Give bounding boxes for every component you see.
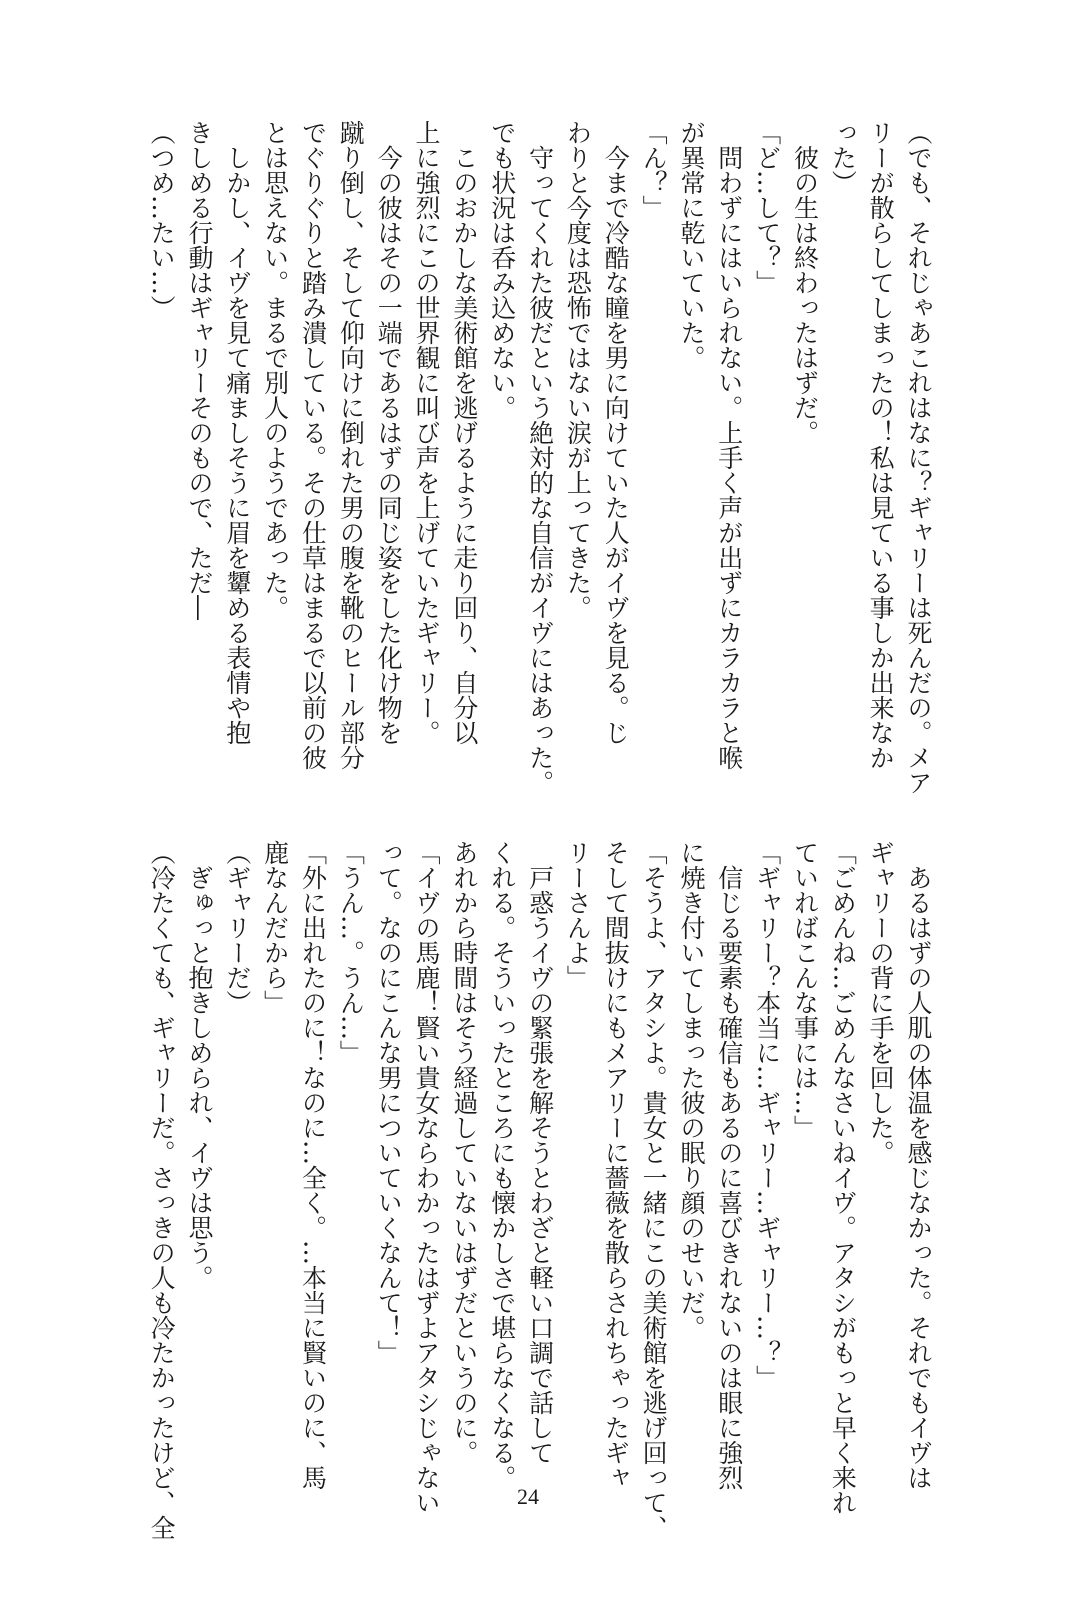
text-column: わりと今度は恐怖ではない涙が上ってきた。 (563, 120, 593, 620)
text-column: ていればこんな事には…」 (790, 840, 820, 1140)
text-column: 戸惑うイヴの緊張を解そうとわざと軽い口調で話して (525, 840, 555, 1465)
text-column: 鹿なんだから」 (260, 840, 290, 1015)
text-column: このおかしな美術館を逃げるように走り回り、自分以 (449, 120, 479, 745)
text-column: そして間抜けにもメアリーに薔薇を散らされちゃったギャ (601, 840, 631, 1490)
text-column: とは思えない。まるで別人のようであった。 (260, 120, 290, 620)
text-column: って。なのにこんな男についていくなんて！」 (374, 840, 404, 1365)
text-column: 今まで冷酷な瞳を男に向けていた人がイヴを見る。じ (601, 120, 631, 745)
text-column: 「うん…。うん…」 (336, 840, 366, 1065)
text-column: 「そうよ、アタシよ。貴女と一緒にこの美術館を逃げ回って、 (639, 840, 669, 1540)
text-column: リーさんよ」 (563, 840, 593, 990)
text-column: （つめ…たい…） (147, 120, 177, 320)
page-number: 24 (517, 1484, 539, 1509)
text-column: に焼き付いてしまった彼の眠り顔のせいだ。 (676, 840, 706, 1340)
text-column: 「ギャリー？本当に…ギャリー…ギャリー…？」 (752, 840, 782, 1390)
text-column: 蹴り倒し、そして仰向けに倒れた男の腹を靴のヒール部分 (336, 120, 366, 770)
text-column: 今の彼はその一端であるはずの同じ姿をした化け物を (374, 120, 404, 745)
text-column: 守ってくれた彼だという絶対的な自信がイヴにはあった。 (525, 120, 555, 795)
text-column: 「イヴの馬鹿！賢い貴女ならわかったはずよアタシじゃない (412, 840, 442, 1515)
text-column: った） (828, 120, 858, 195)
text-column: が異常に乾いていた。 (676, 120, 706, 370)
text-column: リーが散らしてしまったの！私は見ている事しか出来なか (866, 120, 896, 770)
text-column: あれから時間はそう経過していないはずだというのに。 (449, 840, 479, 1465)
text-column: ぎゅっと抱きしめられ、イヴは思う。 (184, 840, 214, 1290)
text-column: 「外に出れたのに！なのに…全く。…本当に賢いのに、馬 (298, 840, 328, 1490)
text-column: 彼の生は終わったはずだ。 (790, 120, 820, 445)
text-column: くれる。そういったところにも懐かしさで堪らなくなる。 (487, 840, 517, 1490)
upper-text-tier (140, 120, 937, 795)
text-column: 「ん？」 (639, 120, 669, 220)
text-column: （冷たくても、ギャリーだ。さっきの人も冷たかったけど、全 (147, 840, 177, 1540)
text-column: きしめる行動はギャリーそのもので、ただ― (184, 120, 214, 620)
text-column: （でも、それじゃあこれはなに？ギャリーは死んだの。メア (904, 120, 933, 795)
text-column: でぐりぐりと踏み潰している。その仕草はまるで以前の彼 (298, 120, 328, 770)
text-column: 信じる要素も確信もあるのに喜びきれないのは眼に強烈 (714, 840, 744, 1490)
text-column: 「ごめんね…ごめんなさいねイヴ。アタシがもっと早く来れ (828, 840, 858, 1515)
text-column: （ギャリーだ） (222, 840, 252, 1015)
text-column: ギャリーの背に手を回した。 (866, 840, 896, 1165)
text-column: 問わずにはいられない。上手く声が出ずにカラカラと喉 (714, 120, 744, 770)
text-column: しかし、イヴを見て痛ましそうに眉を顰める表情や抱 (222, 120, 252, 745)
text-column: 上に強烈にこの世界観に叫び声を上げていたギャリー。 (412, 120, 442, 745)
text-column: あるはずの人肌の体温を感じなかった。それでもイヴは (904, 840, 933, 1490)
text-column: でも状況は呑み込めない。 (487, 120, 517, 420)
text-column: 「ど…して？」 (752, 120, 782, 295)
